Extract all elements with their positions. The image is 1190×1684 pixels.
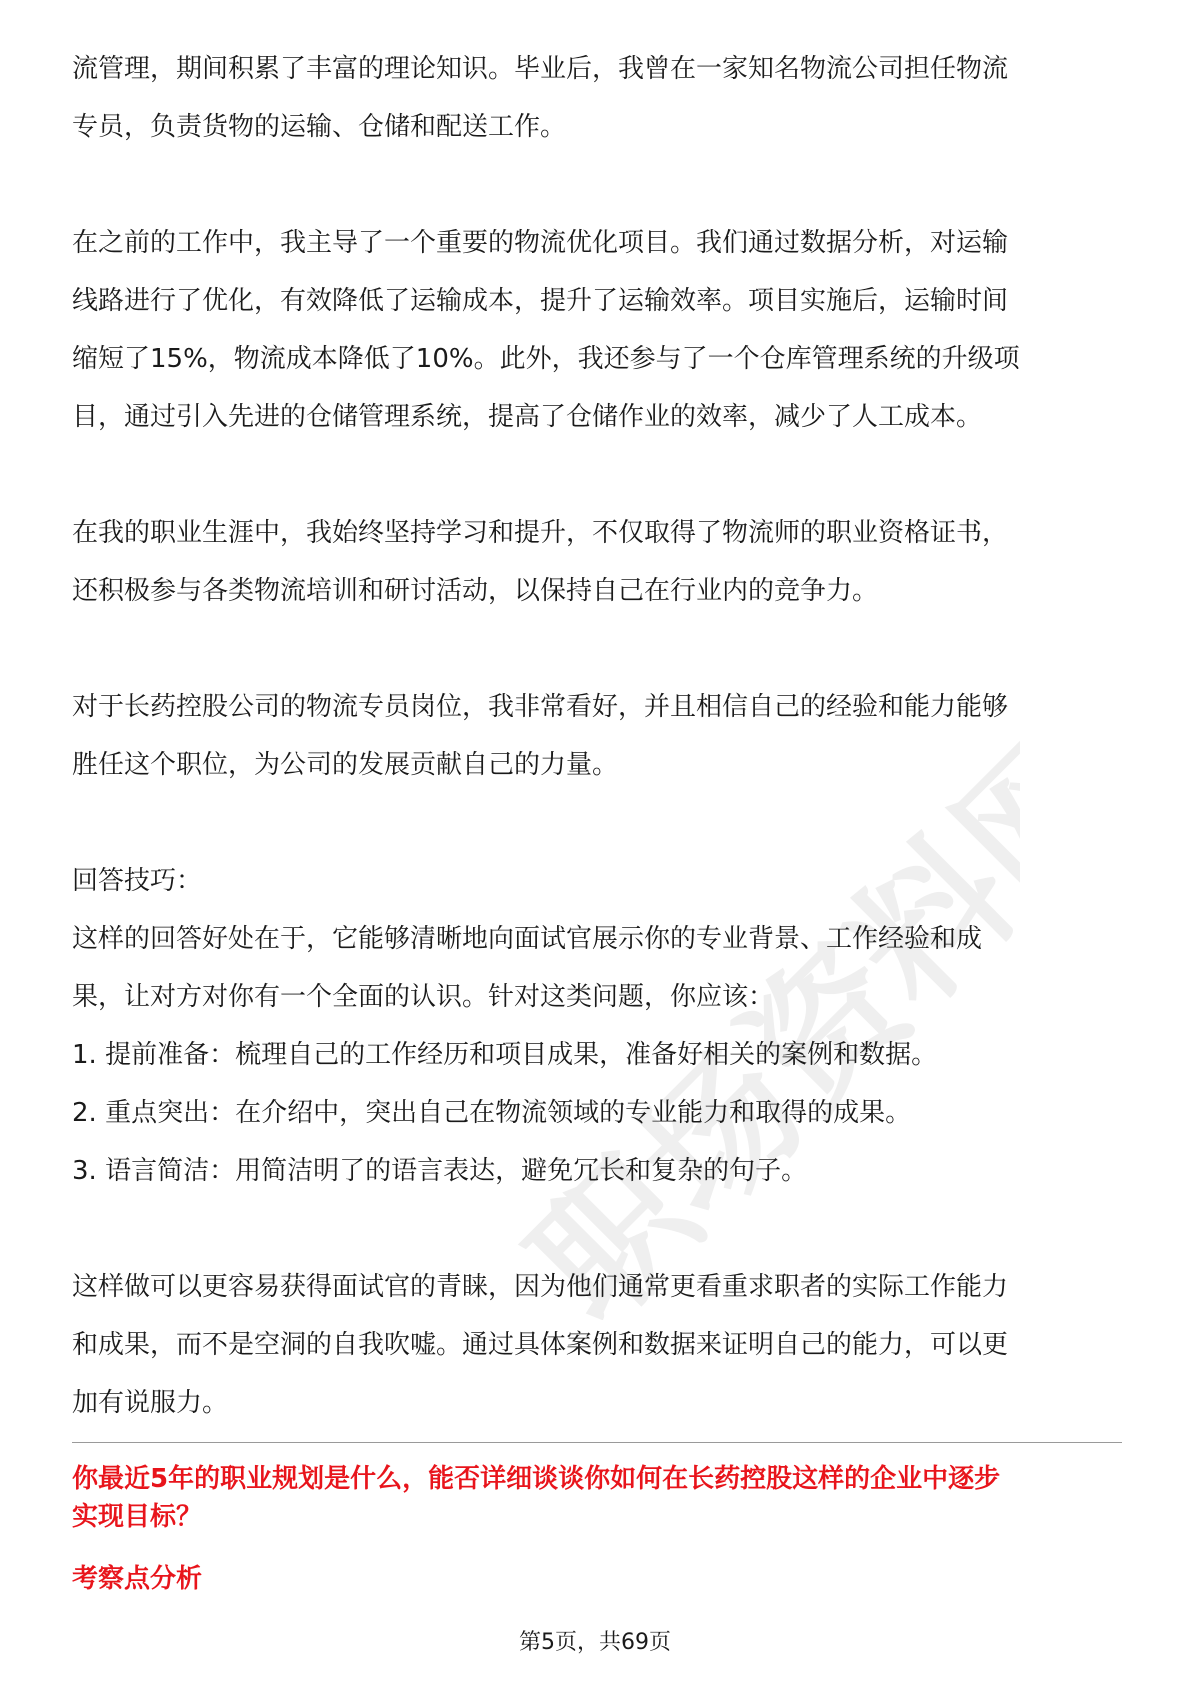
text-line: 这样的回答好处在于，它能够清晰地向面试官展示你的专业背景、工作经验和成 <box>72 924 983 954</box>
text-line: 目，通过引入先进的仓储管理系统，提高了仓储作业的效率，减少了人工成本。 <box>72 402 983 432</box>
tips-heading: 回答技巧： <box>72 866 203 896</box>
text-line: 流管理，期间积累了丰富的理论知识。毕业后，我曾在一家知名物流公司担任物流 <box>72 54 1009 84</box>
watermark-text: 职场资料网 <box>501 701 1020 1320</box>
paragraph-closing <box>72 1258 1132 1432</box>
text-line: 在我的职业生涯中，我始终坚持学习和提升，不仅取得了物流师的职业资格证书， <box>72 518 1009 548</box>
text-line: 胜任这个职位，为公司的发展贡献自己的力量。 <box>72 750 619 780</box>
answer-tips <box>72 852 1132 1200</box>
tips-item: 2. 重点突出：在介绍中，突出自己在物流领域的专业能力和取得的成果。 <box>72 1098 912 1128</box>
text-line: 这样做可以更容易获得面试官的青睐，因为他们通常更看重求职者的实际工作能力 <box>72 1272 1009 1302</box>
text-line: 加有说服力。 <box>72 1388 229 1418</box>
paragraph-learning <box>72 504 1132 620</box>
text-line: 线路进行了优化，有效降低了运输成本，提升了运输效率。项目实施后，运输时间 <box>72 286 1009 316</box>
section-divider <box>72 1442 1122 1443</box>
text-line: 果，让对方对你有一个全面的认识。针对这类问题，你应该： <box>72 982 775 1012</box>
paragraph-position <box>72 678 1132 794</box>
text-line: 在之前的工作中，我主导了一个重要的物流优化项目。我们通过数据分析，对运输 <box>72 228 1009 258</box>
tips-item: 3. 语言简洁：用简洁明了的语言表达，避免冗长和复杂的句子。 <box>72 1156 808 1186</box>
question-line: 实现目标？ <box>72 1502 203 1532</box>
document-body <box>72 40 1132 1432</box>
text-line: 缩短了15%，物流成本降低了10%。此外，我还参与了一个仓库管理系统的升级项 <box>72 344 1020 374</box>
text-line: 还积极参与各类物流培训和研讨活动，以保持自己在行业内的竞争力。 <box>72 576 879 606</box>
page-number: 第5页，共69页 <box>519 1630 671 1655</box>
paragraph-project <box>72 214 1132 446</box>
text-line: 和成果，而不是空洞的自我吹嘘。通过具体案例和数据来证明自己的能力，可以更 <box>72 1330 1009 1360</box>
tips-item: 1. 提前准备：梳理自己的工作经历和项目成果，准备好相关的案例和数据。 <box>72 1040 938 1070</box>
text-line: 对于长药控股公司的物流专员岗位，我非常看好，并且相信自己的经验和能力能够 <box>72 692 1009 722</box>
question-line: 你最近5年的职业规划是什么，能否详细谈谈你如何在长药控股这样的企业中逐步 <box>72 1464 1001 1494</box>
text-line: 专员，负责货物的运输、仓储和配送工作。 <box>72 112 567 142</box>
analysis-subheading: 考察点分析 <box>72 1564 203 1594</box>
paragraph-education <box>72 40 1132 156</box>
next-question <box>72 1460 1132 1536</box>
